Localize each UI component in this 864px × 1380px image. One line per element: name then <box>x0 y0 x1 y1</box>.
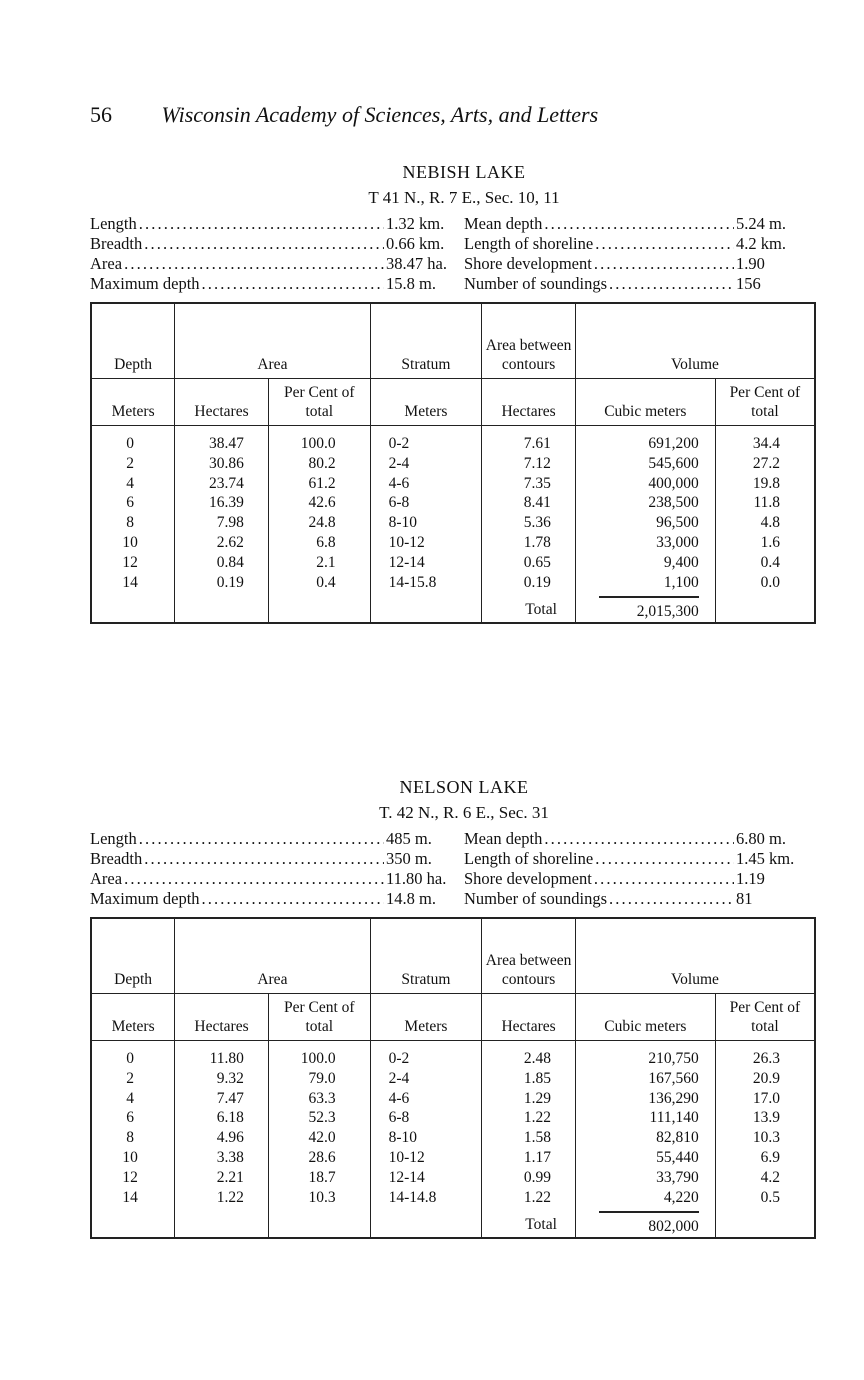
header-area: Area <box>175 303 370 379</box>
table-cell: 6.18 <box>216 1109 244 1127</box>
lake-title: NELSON LAKE <box>399 777 529 797</box>
leader-dots <box>609 889 734 909</box>
table-cell: 1.85 <box>523 1069 551 1087</box>
leader-dots <box>144 234 384 254</box>
stat-label: Maximum depth <box>90 889 200 908</box>
column-contour <box>482 1041 576 1212</box>
stats-column <box>464 214 816 294</box>
stat-value: 156 <box>736 274 761 293</box>
table-cell: 42.0 <box>308 1129 336 1147</box>
table-cell: 4-6 <box>388 474 410 492</box>
table-cell: 7.61 <box>523 435 551 452</box>
header-area-between: Area between contours <box>482 303 576 379</box>
table-cell: 0 <box>126 1050 134 1067</box>
leader-dots <box>139 829 384 849</box>
stat-value: 1.45 km. <box>736 849 795 868</box>
table-cell: 14-14.8 <box>388 1188 437 1206</box>
header-depth: Depth <box>91 918 175 994</box>
table-cell: 4.96 <box>216 1129 244 1147</box>
morphometry-table <box>90 917 816 1239</box>
table-cell: 63.3 <box>308 1089 336 1107</box>
table-cell: 0.4 <box>316 573 336 591</box>
table-cell: 545,600 <box>648 454 699 472</box>
table-cell: 52.3 <box>308 1109 336 1127</box>
header-row-units <box>91 994 815 1041</box>
stat-row <box>464 214 816 234</box>
header-per-cent: Per Cent of total <box>268 379 370 426</box>
table-cell: 1.17 <box>523 1148 551 1166</box>
stat-row <box>90 234 464 254</box>
table-cell: 24.8 <box>308 514 336 532</box>
page-number: 56 <box>90 102 112 127</box>
table-cell: 12-14 <box>388 553 425 571</box>
stat-row <box>90 254 464 274</box>
data-body <box>91 426 815 597</box>
stat-value: 1.90 <box>736 254 765 273</box>
stat-value: 11.80 ha. <box>386 869 447 888</box>
stat-row <box>464 254 816 274</box>
lake-section-nebish <box>90 162 816 624</box>
table-cell: 28.6 <box>308 1148 336 1166</box>
stat-label: Length <box>90 214 137 233</box>
stat-value: 6.80 m. <box>736 829 786 848</box>
stat-value: 14.8 m. <box>386 889 436 908</box>
table-cell: 8-10 <box>388 514 418 532</box>
header-cubic-meters: Cubic meters <box>575 994 715 1041</box>
table-cell: 1.22 <box>216 1188 244 1206</box>
table-cell: 0.19 <box>523 573 551 591</box>
table-cell: 9,400 <box>663 553 699 571</box>
stat-value: 38.47 ha. <box>386 254 447 273</box>
stat-label: Mean depth <box>464 829 543 848</box>
table-cell: 111,140 <box>649 1109 699 1127</box>
table-cell: 55,440 <box>656 1148 699 1166</box>
stat-label: Length <box>90 829 137 848</box>
header-area-between: Area between contours <box>482 918 576 994</box>
stat-value: 0.66 km. <box>386 234 445 253</box>
column-contour <box>482 426 576 597</box>
table-cell: 38.47 <box>209 435 244 452</box>
table-cell: 18.7 <box>308 1168 336 1186</box>
table-cell: 4,220 <box>663 1188 699 1206</box>
table-cell: 14-15.8 <box>388 573 437 591</box>
table-cell: 4-6 <box>388 1089 410 1107</box>
table-cell: 30.86 <box>209 454 244 472</box>
stats-column <box>90 829 464 909</box>
leader-dots <box>144 849 384 869</box>
stats-column <box>90 214 464 294</box>
table-cell: 0 <box>126 435 134 452</box>
lake-title: NEBISH LAKE <box>402 162 526 182</box>
table-cell: 136,290 <box>648 1089 699 1107</box>
table-cell: 14 <box>122 573 138 591</box>
table-cell: 0.84 <box>216 553 244 571</box>
stat-row <box>90 849 464 869</box>
stat-label: Area <box>90 254 123 273</box>
table-cell: 1.29 <box>523 1089 551 1107</box>
table-cell: 17.0 <box>752 1089 780 1107</box>
header-stratum-meters: Meters <box>370 994 482 1041</box>
table-cell: 400,000 <box>648 474 699 492</box>
table-cell: 2-4 <box>388 1069 410 1087</box>
table-cell: 10-12 <box>388 533 425 551</box>
header-hectares: Hectares <box>175 379 269 426</box>
table-cell: 0.19 <box>216 573 244 591</box>
column-cubic <box>575 426 715 597</box>
table-cell: 210,750 <box>648 1050 699 1067</box>
table-cell: 4.2 <box>760 1168 780 1186</box>
column-vpct <box>715 1041 815 1212</box>
stat-row <box>464 849 816 869</box>
table-cell: 7.12 <box>523 454 551 472</box>
column-stratum <box>370 426 482 597</box>
stat-row <box>464 274 816 294</box>
header-area: Area <box>175 918 370 994</box>
table-cell: 0.65 <box>523 553 551 571</box>
table-cell: 10 <box>122 533 138 551</box>
stat-label: Length of shoreline <box>464 849 594 868</box>
table-cell: 6.8 <box>316 533 336 551</box>
header-meters: Meters <box>91 994 175 1041</box>
leader-dots <box>595 234 734 254</box>
stat-value: 1.19 <box>736 869 765 888</box>
lake-stats <box>90 214 816 294</box>
table-cell: 11.8 <box>753 494 780 512</box>
table-cell: 8-10 <box>388 1129 418 1147</box>
table-cell: 34.4 <box>752 435 780 452</box>
table-cell: 13.9 <box>752 1109 780 1127</box>
header-row-top <box>91 918 815 994</box>
running-head <box>90 102 790 128</box>
leader-dots <box>544 214 734 234</box>
leader-dots <box>139 214 384 234</box>
leader-dots <box>609 274 734 294</box>
table-cell: 96,500 <box>656 514 699 532</box>
table-cell: 2.62 <box>216 533 244 551</box>
column-cubic <box>575 1041 715 1212</box>
table-cell: 167,560 <box>648 1069 699 1087</box>
stat-label: Maximum depth <box>90 274 200 293</box>
table-cell: 2.1 <box>316 553 336 571</box>
header-cubic-meters: Cubic meters <box>575 379 715 426</box>
table-cell: 12 <box>122 1168 138 1186</box>
stat-label: Shore development <box>464 869 592 888</box>
table-cell: 82,810 <box>656 1129 699 1147</box>
table-cell: 11.80 <box>209 1050 244 1067</box>
leader-dots <box>124 869 384 889</box>
table-cell: 10.3 <box>308 1188 336 1206</box>
table-cell: 0.5 <box>760 1188 780 1206</box>
table-cell: 61.2 <box>308 474 336 492</box>
lake-location: T. 42 N., R. 6 E., Sec. 31 <box>379 803 549 822</box>
table-cell: 6 <box>126 1109 134 1127</box>
column-vpct <box>715 426 815 597</box>
leader-dots <box>202 889 384 909</box>
column-depth <box>91 426 175 597</box>
table-cell: 8.41 <box>523 494 551 512</box>
stat-value: 350 m. <box>386 849 432 868</box>
table-cell: 0-2 <box>388 435 410 452</box>
header-volume: Volume <box>575 918 815 994</box>
table-cell: 3.38 <box>216 1148 244 1166</box>
stat-row <box>90 869 464 889</box>
header-volume-per-cent: Per Cent of total <box>715 994 815 1041</box>
table-cell: 23.74 <box>209 474 244 492</box>
table-cell: 33,000 <box>656 533 699 551</box>
table-cell: 7.47 <box>216 1089 244 1107</box>
stat-row <box>90 829 464 849</box>
table-cell: 0.4 <box>760 553 780 571</box>
table-cell: 5.36 <box>523 514 551 532</box>
stat-value: 485 m. <box>386 829 432 848</box>
table-cell: 27.2 <box>752 454 780 472</box>
stat-label: Area <box>90 869 123 888</box>
column-pct <box>268 1041 370 1212</box>
stat-value: 1.32 km. <box>386 214 445 233</box>
table-cell: 2.48 <box>523 1050 551 1067</box>
stat-label: Number of soundings <box>464 889 607 908</box>
table-cell: 1,100 <box>663 573 699 591</box>
total-row <box>91 1211 815 1238</box>
table-cell: 33,790 <box>656 1168 699 1186</box>
stat-label: Shore development <box>464 254 592 273</box>
table-cell: 2.21 <box>216 1168 244 1186</box>
header-meters: Meters <box>91 379 175 426</box>
table-cell: 1.78 <box>523 533 551 551</box>
table-cell: 4.8 <box>760 514 780 532</box>
total-label: Total <box>525 1216 557 1234</box>
table-cell: 6.9 <box>760 1148 780 1166</box>
table-cell: 20.9 <box>752 1069 780 1087</box>
table-cell: 8 <box>126 514 134 532</box>
header-contour-hectares: Hectares <box>482 379 576 426</box>
stat-row <box>90 889 464 909</box>
total-label: Total <box>525 601 557 619</box>
total-row <box>91 596 815 623</box>
table-cell: 19.8 <box>752 474 780 492</box>
table-cell: 80.2 <box>308 454 336 472</box>
table-cell: 100.0 <box>300 435 336 452</box>
stat-row <box>464 869 816 889</box>
header-stratum-meters: Meters <box>370 379 482 426</box>
header-per-cent: Per Cent of total <box>268 994 370 1041</box>
table-cell: 100.0 <box>300 1050 336 1067</box>
column-depth <box>91 1041 175 1212</box>
stat-value: 4.2 km. <box>736 234 786 253</box>
leader-dots <box>544 829 734 849</box>
table-cell: 1.22 <box>523 1109 551 1127</box>
table-cell: 1.22 <box>523 1188 551 1206</box>
table-cell: 79.0 <box>308 1069 336 1087</box>
table-cell: 7.98 <box>216 514 244 532</box>
leader-dots <box>594 869 734 889</box>
table-cell: 1.6 <box>760 533 780 551</box>
table-cell: 2 <box>126 454 134 472</box>
table-cell: 14 <box>122 1188 138 1206</box>
journal-title: Wisconsin Academy of Sciences, Arts, and Letters <box>161 102 599 127</box>
stat-label: Length of shoreline <box>464 234 594 253</box>
header-stratum: Stratum <box>370 303 482 379</box>
stats-column <box>464 829 816 909</box>
leader-dots <box>202 274 384 294</box>
table-cell: 4 <box>126 474 134 492</box>
header-depth: Depth <box>91 303 175 379</box>
stat-row <box>464 234 816 254</box>
table-cell: 691,200 <box>648 435 699 452</box>
leader-dots <box>124 254 384 274</box>
stat-label: Number of soundings <box>464 274 607 293</box>
table-cell: 12 <box>122 553 138 571</box>
stat-value: 5.24 m. <box>736 214 786 233</box>
leader-dots <box>595 849 734 869</box>
table-cell: 12-14 <box>388 1168 425 1186</box>
stat-row <box>90 274 464 294</box>
table-cell: 0.99 <box>523 1168 551 1186</box>
table-cell: 6-8 <box>388 494 410 512</box>
table-cell: 10.3 <box>752 1129 780 1147</box>
table-cell: 10 <box>122 1148 138 1166</box>
column-hectares <box>175 1041 269 1212</box>
header-stratum: Stratum <box>370 918 482 994</box>
column-pct <box>268 426 370 597</box>
column-hectares <box>175 426 269 597</box>
morphometry-table <box>90 302 816 624</box>
table-cell: 42.6 <box>308 494 336 512</box>
stat-label: Mean depth <box>464 214 543 233</box>
table-cell: 4 <box>126 1089 134 1107</box>
stat-label: Breadth <box>90 849 143 868</box>
table-cell: 0.0 <box>760 573 780 591</box>
total-value: 2,015,300 <box>599 596 699 622</box>
header-volume-per-cent: Per Cent of total <box>715 379 815 426</box>
table-cell: 0-2 <box>388 1050 410 1067</box>
table-cell: 26.3 <box>752 1050 780 1067</box>
lake-location: T 41 N., R. 7 E., Sec. 10, 11 <box>368 188 560 207</box>
table-cell: 2-4 <box>388 454 410 472</box>
stat-label: Breadth <box>90 234 143 253</box>
total-value: 802,000 <box>599 1211 699 1237</box>
header-row-top <box>91 303 815 379</box>
header-contour-hectares: Hectares <box>482 994 576 1041</box>
stat-row <box>464 889 816 909</box>
table-cell: 16.39 <box>209 494 244 512</box>
table-cell: 7.35 <box>523 474 551 492</box>
table-cell: 238,500 <box>648 494 699 512</box>
header-row-units <box>91 379 815 426</box>
table-cell: 10-12 <box>388 1148 425 1166</box>
lake-stats <box>90 829 816 909</box>
table-cell: 6 <box>126 494 134 512</box>
lake-section-nelson <box>90 777 816 1239</box>
stat-value: 15.8 m. <box>386 274 436 293</box>
leader-dots <box>594 254 734 274</box>
stat-row <box>90 214 464 234</box>
table-cell: 8 <box>126 1129 134 1147</box>
header-hectares: Hectares <box>175 994 269 1041</box>
column-stratum <box>370 1041 482 1212</box>
stat-row <box>464 829 816 849</box>
table-cell: 2 <box>126 1069 134 1087</box>
table-cell: 6-8 <box>388 1109 410 1127</box>
stat-value: 81 <box>736 889 753 908</box>
table-cell: 9.32 <box>216 1069 244 1087</box>
header-volume: Volume <box>575 303 815 379</box>
table-cell: 1.58 <box>523 1129 551 1147</box>
data-body <box>91 1041 815 1212</box>
